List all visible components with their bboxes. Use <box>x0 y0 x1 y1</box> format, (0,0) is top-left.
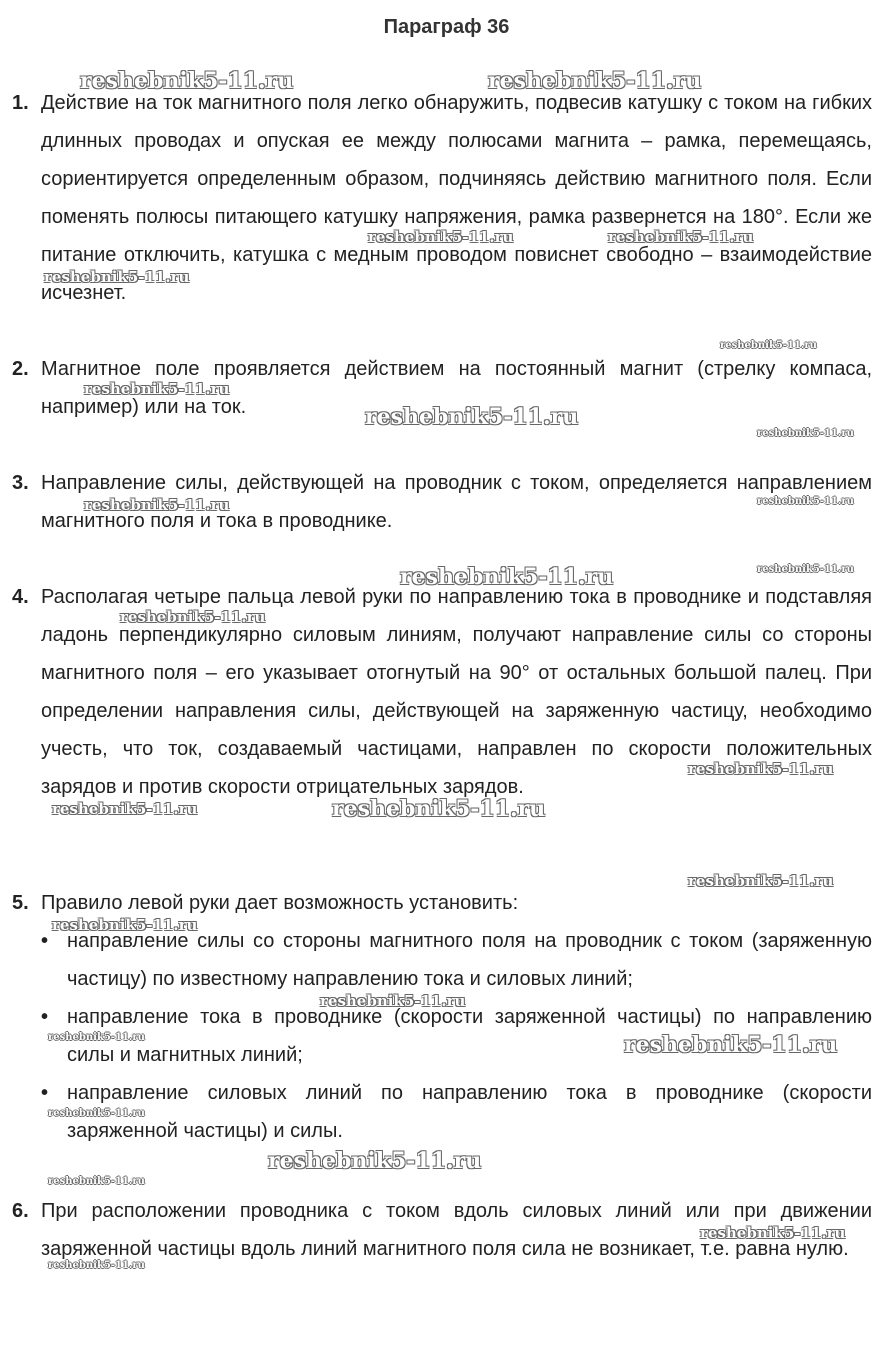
list-item <box>41 998 872 1074</box>
item-number: 6. <box>12 1200 29 1222</box>
item-number: 2. <box>12 358 29 380</box>
bullet-dot-icon: • <box>41 930 49 952</box>
list-item <box>41 922 872 998</box>
watermark: reshebnik5-11.ru <box>48 1032 145 1043</box>
watermark: reshebnik5-11.ru <box>48 1108 145 1119</box>
watermark: reshebnik5-11.ru <box>120 608 266 626</box>
list-item-text: направление силовых линий по направлению тока в проводнике (скорости заряженной частицы) и силы. <box>67 1082 872 1142</box>
item-text: Располагая четыре пальца левой руки по направлению тока в проводнике и подставляя ладонь перпендикулярно силовым линиям, получают направление силы со стороны магнитного поля – его указывает отогнутый на 90° от остальных большой палец. При определении направления силы, действующей на заряженную частицу, необходимо учесть, что ток, создаваемый частицами, направлен по скорости положительных зарядов и против скорости отрицательных зарядов. <box>41 586 872 798</box>
watermark: reshebnik5-11.ru <box>488 68 702 94</box>
watermark: reshebnik5-11.ru <box>400 564 614 590</box>
bullet-list-wrapper <box>41 922 872 1150</box>
answer-item-1 <box>12 84 872 312</box>
watermark: reshebnik5-11.ru <box>757 496 854 507</box>
bullet-list <box>41 922 872 1150</box>
item-text: Направление силы, действующей на проводник с током, определяется направлением магнитного поля и тока в проводнике. <box>41 472 872 532</box>
watermark: reshebnik5-11.ru <box>688 760 834 778</box>
watermark: reshebnik5-11.ru <box>757 564 854 575</box>
item-text: Магнитное поле проявляется действием на постоянный магнит (стрелку компаса, например) или на ток. <box>41 358 872 418</box>
item-number: 4. <box>12 586 29 608</box>
answer-item-3 <box>12 464 872 540</box>
watermark: reshebnik5-11.ru <box>368 228 514 246</box>
watermark: reshebnik5-11.ru <box>720 340 817 351</box>
watermark: reshebnik5-11.ru <box>608 228 754 246</box>
watermark: reshebnik5-11.ru <box>52 916 198 934</box>
watermark: reshebnik5-11.ru <box>84 496 230 514</box>
list-item-text: направление силы со стороны магнитного поля на проводник с током (заряженную частицу) по известному направлению тока и силовых линий; <box>67 930 872 990</box>
item-number: 3. <box>12 472 29 494</box>
item-text: При расположении проводника с током вдоль силовых линий или при движении заряженной частицы вдоль линий магнитного поля сила не возникает, т.е. равна нулю. <box>41 1200 872 1260</box>
item-text: Действие на ток магнитного поля легко обнаружить, подвесив катушку с током на гибких длинных проводах и опуская ее между полюсами магнита – рамка, перемещаясь, сориентируется определенным образом, подчиняясь действию магнитного поля. Если поменять полюсы питающего катушку напряжения, рамка развернется на 180°. Если же питание отключить, катушка с медным проводом повиснет свободно – взаимодействие исчезнет. <box>41 92 872 304</box>
item-number: 5. <box>12 892 29 914</box>
watermark: reshebnik5-11.ru <box>48 1260 145 1271</box>
watermark: reshebnik5-11.ru <box>48 1176 145 1187</box>
watermark: reshebnik5-11.ru <box>80 68 294 94</box>
bullet-dot-icon: • <box>41 1006 49 1028</box>
watermark: reshebnik5-11.ru <box>332 796 546 822</box>
watermark: reshebnik5-11.ru <box>52 800 198 818</box>
page-title: Параграф 36 <box>383 16 510 38</box>
watermark: reshebnik5-11.ru <box>365 404 579 430</box>
bullet-dot-icon: • <box>41 1082 49 1104</box>
watermark: reshebnik5-11.ru <box>700 1224 846 1242</box>
watermark: reshebnik5-11.ru <box>624 1032 838 1058</box>
answer-item-2 <box>12 350 872 426</box>
watermark: reshebnik5-11.ru <box>268 1148 482 1174</box>
watermark: reshebnik5-11.ru <box>688 872 834 890</box>
watermark: reshebnik5-11.ru <box>757 428 854 439</box>
answer-item-4 <box>12 578 872 806</box>
list-item-text: направление тока в проводнике (скорости заряженной частицы) по направлению силы и магнитных линий; <box>67 1006 872 1066</box>
answer-item-5 <box>12 884 872 1150</box>
item-text: Правило левой руки дает возможность установить: <box>41 892 519 914</box>
answer-item-6 <box>12 1192 872 1268</box>
watermark: reshebnik5-11.ru <box>84 380 230 398</box>
watermark: reshebnik5-11.ru <box>44 268 190 286</box>
item-number: 1. <box>12 92 29 114</box>
watermark: reshebnik5-11.ru <box>320 992 466 1010</box>
list-item <box>41 1074 872 1150</box>
